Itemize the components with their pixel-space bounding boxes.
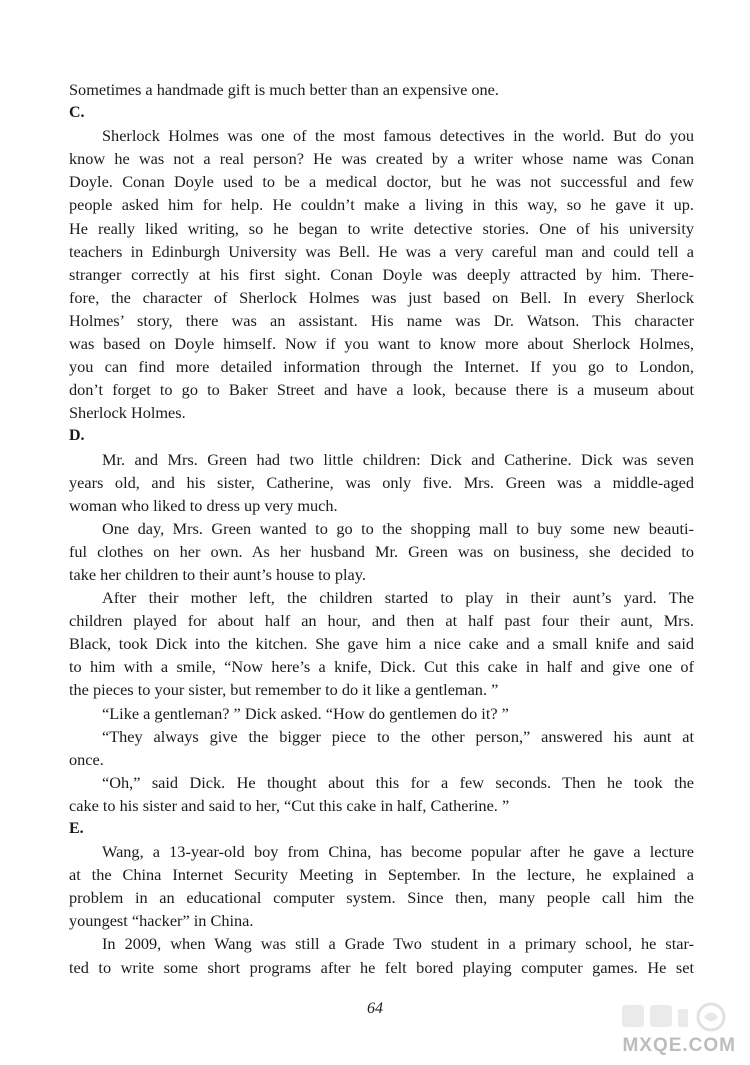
text-line: stranger correctly at his first sight. Conan Doyle was deeply attracted by him. There- — [69, 264, 694, 284]
text-line: youngest “hacker” in China. — [69, 911, 254, 931]
text-line: the pieces to your sister, but remember to do it like a gentleman. ” — [69, 680, 499, 700]
text-line: cake to his sister and said to her, “Cut this cake in half, Catherine. ” — [69, 795, 510, 815]
text-line: After their mother left, the children started to play in their aunt’s yard. The — [102, 588, 694, 608]
text-line: at the China Internet Security Meeting in September. In the lecture, he explained a — [69, 865, 694, 885]
text-line: people asked him for help. He couldn’t make a living in this way, so he gave it up. — [69, 195, 694, 215]
text-line: ted to write some short programs after he felt bored playing computer games. He set — [69, 957, 694, 977]
text-line: “Like a gentleman? ” Dick asked. “How do gentlemen do it? ” — [102, 703, 509, 723]
text-line: years old, and his sister, Catherine, was only five. Mrs. Green was a middle-aged — [69, 472, 694, 492]
text-line: Sherlock Holmes was one of the most famous detectives in the world. But do you — [102, 126, 694, 146]
text-line: teachers in Edinburgh University was Bell. He was a very careful man and could tell a — [69, 241, 694, 261]
text-line: problem in an educational computer system. Since then, many people call him the — [69, 888, 694, 908]
text-line: children played for about half an hour, and then at half past four their aunt, Mrs. — [69, 611, 694, 631]
page-body — [69, 78, 694, 979]
text-line: to him with a smile, “Now here’s a knife, Dick. Cut this cake in half and give one of — [69, 657, 694, 677]
text-line: Doyle. Conan Doyle used to be a medical doctor, but he was not successful and few — [69, 172, 694, 192]
text-line: was based on Doyle himself. Now if you want to know more about Sherlock Holmes, — [69, 334, 694, 354]
watermark-text: MXQE.COM — [622, 1035, 736, 1056]
text-line: fore, the character of Sherlock Holmes was just based on Bell. In every Sherlock — [69, 287, 694, 307]
text-line: once. — [69, 749, 104, 769]
text-line: He really liked writing, so he began to write detective stories. One of his university — [69, 218, 694, 238]
section-heading-c: C. — [69, 104, 85, 122]
text-line: you can find more detailed information through the Internet. If you go to London, — [69, 357, 694, 377]
text-line: “They always give the bigger piece to the other person,” answered his aunt at — [102, 726, 694, 746]
text-line: In 2009, when Wang was still a Grade Two student in a primary school, he star- — [102, 934, 694, 954]
text-line: know he was not a real person? He was created by a writer whose name was Conan — [69, 149, 694, 169]
text-line: don’t forget to go to Baker Street and have a look, because there is a museum about — [69, 380, 694, 400]
section-heading-d: D. — [69, 427, 85, 445]
text-line: Holmes’ story, there was an assistant. His name was Dr. Watson. This character — [69, 310, 694, 330]
text-line: ful clothes on her own. As her husband Mr. Green was on business, she decided to — [69, 541, 694, 561]
text-line: Black, took Dick into the kitchen. She gave him a nice cake and a small knife and said — [69, 634, 694, 654]
text-line: take her children to their aunt’s house to play. — [69, 564, 366, 584]
text-line: “Oh,” said Dick. He thought about this for a few seconds. Then he took the — [102, 772, 694, 792]
section-heading-e: E. — [69, 820, 84, 837]
text-line: Wang, a 13-year-old boy from China, has become popular after he gave a lecture — [102, 842, 694, 862]
text-line: One day, Mrs. Green wanted to go to the shopping mall to buy some new beauti- — [102, 518, 694, 538]
text-line: Sometimes a handmade gift is much better than an expensive one. — [69, 80, 499, 99]
text-line: Sherlock Holmes. — [69, 403, 186, 423]
text-line: woman who liked to dress up very much. — [69, 495, 338, 515]
page-number: 64 — [367, 1000, 383, 1017]
text-line: Mr. and Mrs. Green had two little children: Dick and Catherine. Dick was seven — [102, 449, 694, 469]
